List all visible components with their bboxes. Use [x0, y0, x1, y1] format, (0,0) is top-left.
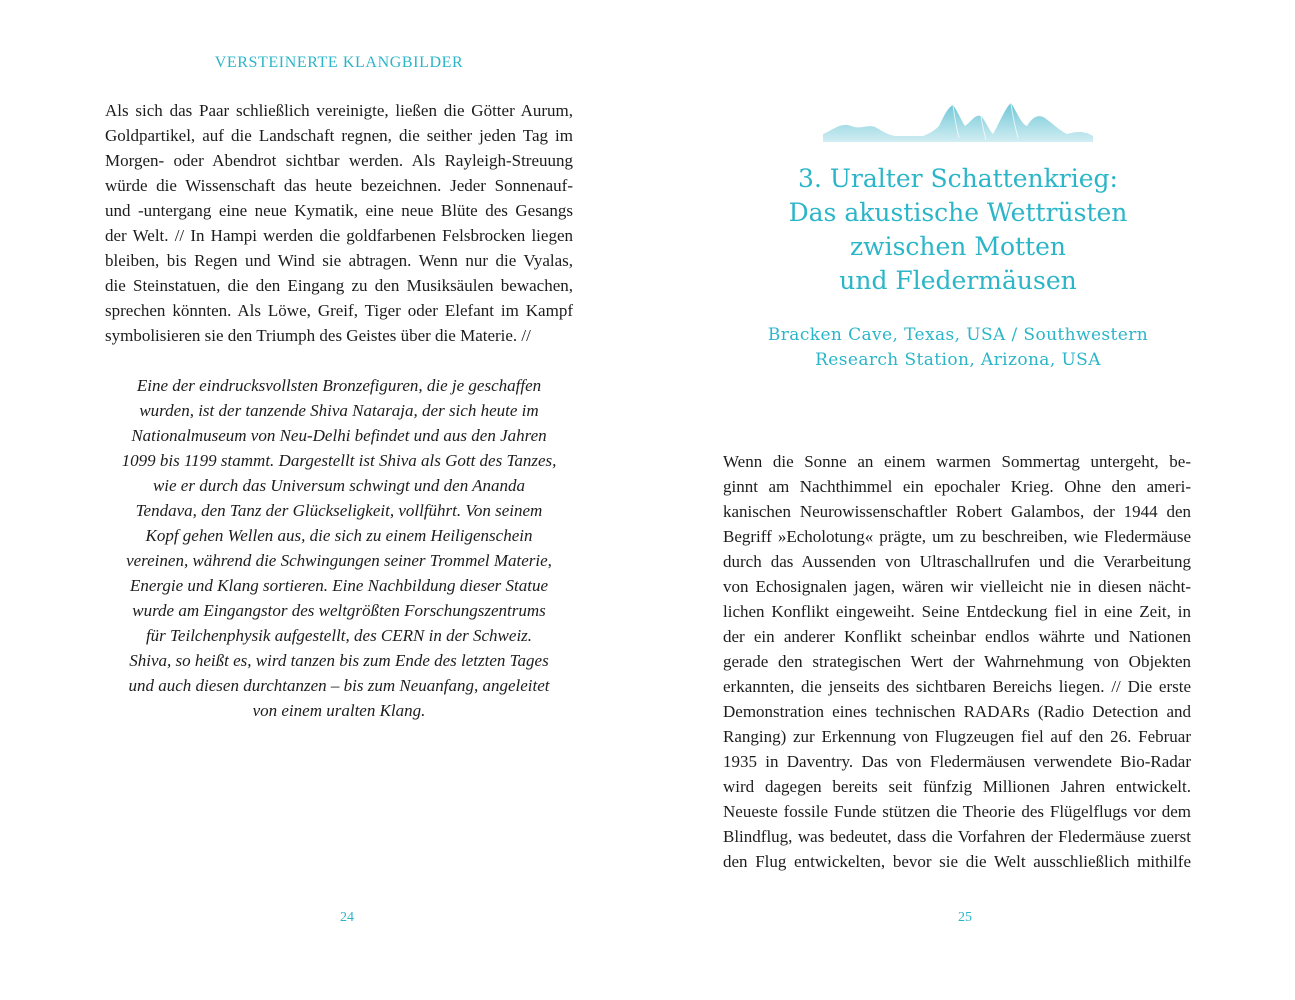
- text-line: durch das Aussenden von Ultraschallrufen und die Verarbeitung: [723, 552, 1191, 571]
- soundwave-mountain-icon: [823, 100, 1093, 146]
- right-body-text: [723, 449, 1191, 874]
- text-line: symbolisieren sie den Triumph des Geistes über die Materie. //: [105, 326, 531, 345]
- quote-line: wurden, ist der tanzende Shiva Nataraja, der sich heute im: [139, 401, 539, 420]
- title-line: Das akustische Wettrüsten: [788, 198, 1128, 227]
- shiva-quote: [105, 373, 573, 723]
- text-line: den Flug entwickelten, bevor sie die Welt ausschließlich mithilfe: [723, 852, 1191, 871]
- text-line: kanischen Neurowissenschaftler Robert Galambos, der 1944 den: [723, 502, 1191, 521]
- text-line: der ein anderer Konflikt scheinbar endlos währte und Nationen: [723, 627, 1191, 646]
- text-line: die Steinstatuen, die den Eingang zu den Musiksäulen bewachen,: [105, 276, 573, 295]
- quote-line: und auch diesen durchtanzen – bis zum Neuanfang, angeleitet: [128, 676, 550, 695]
- quote-line: 1099 bis 1199 stammt. Dargestellt ist Shiva als Gott des Tanzes,: [121, 451, 557, 470]
- text-line: ginnt am Nachthimmel ein epochaler Krieg. Ohne den ameri-: [723, 477, 1191, 496]
- page-number: 24: [340, 910, 354, 925]
- text-line: und -untergang eine neue Kymatik, eine neue Blüte des Gesangs: [105, 201, 573, 220]
- title-line: zwischen Motten: [850, 232, 1066, 261]
- text-line: erkannten, die jenseits des sichtbaren Bereichs liegen. // Die erste: [723, 677, 1191, 696]
- quote-line: Eine der eindrucksvollsten Bronzefiguren, die je geschaffen: [136, 376, 542, 395]
- text-line: Blindflug, was bedeutet, dass die Vorfahren der Fledermäuse zuerst: [723, 827, 1191, 846]
- text-line: bleiben, bis Regen und Wind sie abtragen. Wenn nur die Vyalas,: [105, 251, 573, 270]
- quote-line: Kopf gehen Wellen aus, die sich zu einem Heiligenschein: [145, 526, 533, 545]
- text-line: wird dagegen bereits seit fünfzig Millionen Jahren entwickelt.: [723, 777, 1191, 796]
- chapter-title: [723, 162, 1193, 298]
- location-line: Bracken Cave, Texas, USA / Southwestern: [767, 325, 1149, 345]
- text-line: Goldpartikel, auf die Landschaft regnen, die seither jeden Tag im: [105, 126, 573, 145]
- quote-line: für Teilchenphysik aufgestellt, des CERN in der Schweiz.: [145, 626, 533, 645]
- quote-line: Nationalmuseum von Neu-Delhi befindet und aus den Jahren: [131, 426, 547, 445]
- quote-line: wie er durch das Universum schwingt und den Ananda: [152, 476, 526, 495]
- page-number: 25: [958, 910, 972, 925]
- text-line: von Echosignalen jagen, wären wir vielleicht nie in diesen nächt-: [723, 577, 1191, 596]
- text-line: Als sich das Paar schließlich vereinigte, ließen die Götter Aurum,: [105, 101, 573, 120]
- left-page: [0, 0, 647, 1000]
- left-body-text: [105, 98, 573, 348]
- quote-line: von einem uralten Klang.: [252, 701, 426, 720]
- quote-line: Tendava, den Tanz der Glückseligkeit, vollführt. Von seinem: [135, 501, 543, 520]
- location-subtitle: [723, 323, 1193, 373]
- running-head: VERSTEINERTE KLANGBILDER: [214, 54, 464, 71]
- text-line: würde die Wissenschaft das heute bezeichnen. Jeder Sonnenauf-: [105, 176, 573, 195]
- text-line: lichen Konflikt eingeweiht. Seine Entdeckung fiel in eine Zeit, in: [723, 602, 1191, 621]
- location-line: Research Station, Arizona, USA: [815, 350, 1101, 370]
- text-line: Neueste fossile Funde stützen die Theorie des Flügelflugs vor dem: [723, 802, 1191, 821]
- text-line: sprechen könnten. Als Löwe, Greif, Tiger oder Elefant im Kampf: [105, 301, 573, 320]
- text-line: Wenn die Sonne an einem warmen Sommertag untergeht, be-: [723, 452, 1191, 471]
- quote-line: wurde am Eingangstor des weltgrößten Forschungszentrums: [132, 601, 546, 620]
- quote-line: Energie und Klang sortieren. Eine Nachbildung dieser Statue: [129, 576, 549, 595]
- right-page: [648, 0, 1295, 1000]
- text-line: Ranging) zur Erkennung von Flugzeugen fiel auf den 26. Februar: [723, 727, 1191, 746]
- text-line: 1935 in Daventry. Das von Fledermäusen verwendete Bio-Radar: [723, 752, 1191, 771]
- text-line: der Welt. // In Hampi werden die goldfarbenen Felsbrocken liegen: [105, 226, 573, 245]
- quote-line: vereinen, während die Schwingungen seiner Trommel Materie,: [126, 551, 552, 570]
- title-line: 3. Uralter Schattenkrieg:: [798, 164, 1118, 193]
- text-line: gerade den strategischen Wert der Wahrnehmung von Objekten: [723, 652, 1191, 671]
- text-line: Morgen- oder Abendrot sichtbar werden. Als Rayleigh-Streuung: [105, 151, 573, 170]
- title-line: und Fledermäusen: [839, 266, 1077, 295]
- text-line: Demonstration eines technischen RADARs (Radio Detection and: [723, 702, 1191, 721]
- text-line: Begriff »Echolotung« prägte, um zu beschreiben, wie Fledermäuse: [723, 527, 1191, 546]
- quote-line: Shiva, so heißt es, wird tanzen bis zum Ende des letzten Tages: [129, 651, 549, 670]
